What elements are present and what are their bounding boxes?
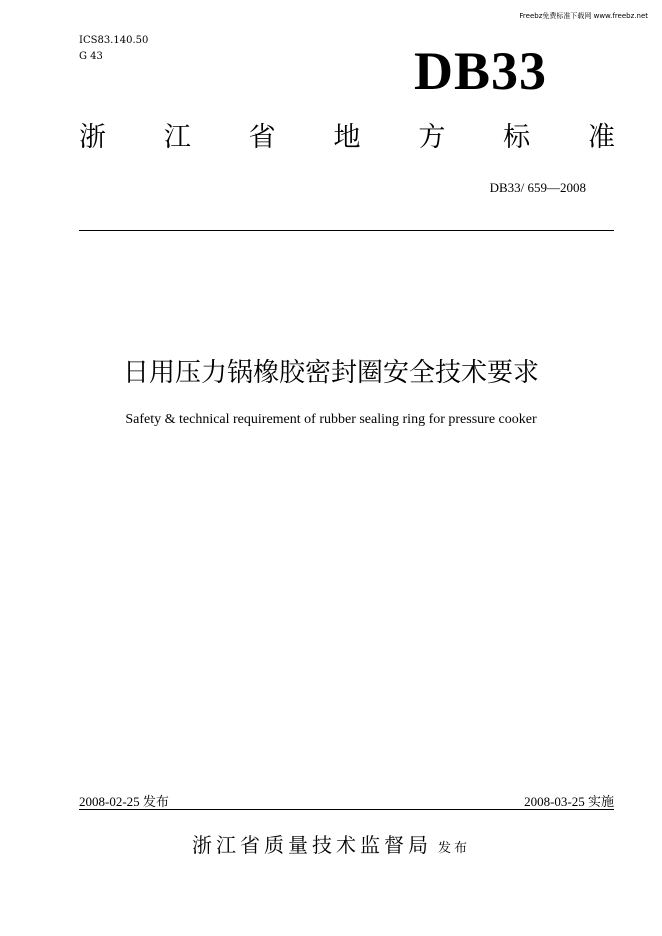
standard-type-heading	[79, 124, 615, 151]
footer-divider	[79, 809, 614, 810]
document-title-cn: 日用压力锅橡胶密封圈安全技术要求	[122, 358, 539, 388]
standard-type-char: 省	[248, 122, 276, 153]
document-title-en: Safety & technical requirement of rubber sealing ring for pressure cooker	[125, 412, 537, 427]
standard-type-char: 标	[503, 122, 531, 153]
issue-date: 2008-02-25 发布	[79, 794, 169, 809]
g-code: G 43	[79, 51, 103, 62]
standard-type-char: 江	[163, 122, 191, 153]
standard-type-char: 浙	[79, 122, 106, 153]
standard-type-char: 准	[587, 122, 615, 153]
db-logo: DB33	[414, 41, 548, 101]
standard-number: DB33/ 659—2008	[489, 180, 586, 195]
publish-suffix: 发布	[437, 841, 470, 856]
watermark-text: Freebz免费标准下载网 www.freebz.net	[519, 12, 648, 20]
ics-code: ICS83.140.50	[79, 35, 149, 46]
implementation-date: 2008-03-25 实施	[524, 794, 614, 809]
standard-type-char: 方	[418, 122, 446, 153]
standard-type-char: 地	[333, 122, 361, 153]
header-divider	[79, 230, 614, 231]
publisher-name: 浙江省质量技术监督局	[191, 833, 432, 857]
publisher-line	[0, 829, 662, 858]
